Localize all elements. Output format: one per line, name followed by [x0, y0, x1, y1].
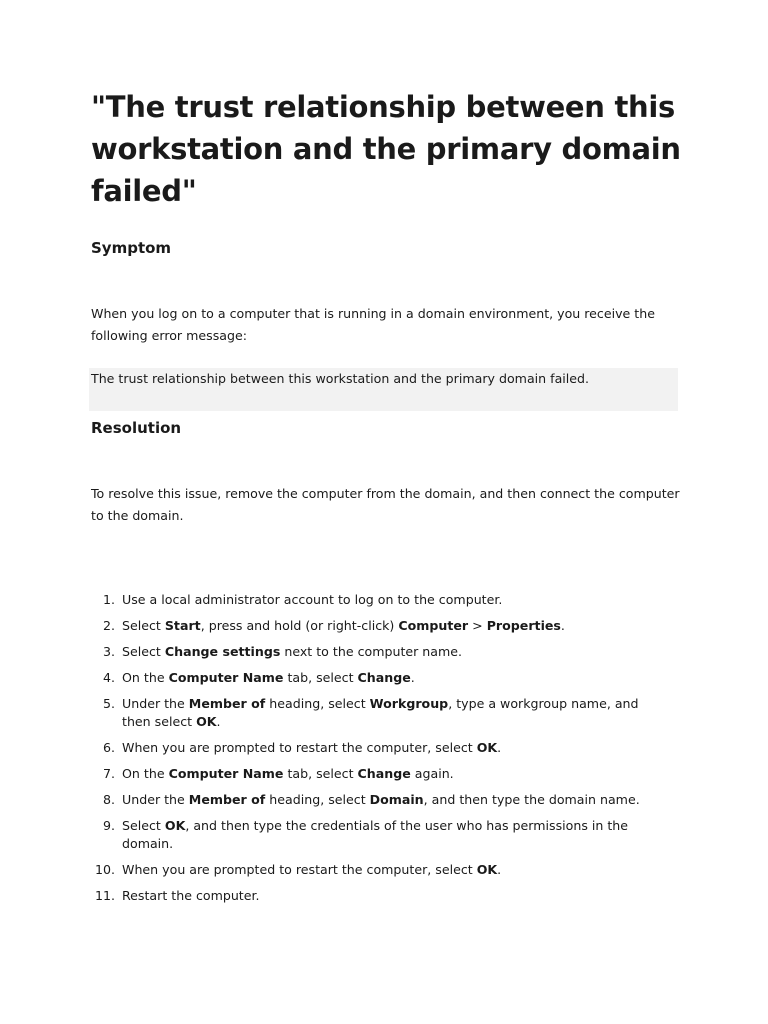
resolution-steps-list [91, 591, 671, 913]
step-text-fragment: Select [122, 618, 165, 633]
step-text [122, 644, 462, 659]
step-text-fragment: tab, select [283, 670, 358, 685]
resolution-heading: Resolution [91, 419, 182, 437]
step-text-fragment: Use a local administrator account to log on to the computer. [122, 592, 503, 607]
symptom-text: When you log on to a computer that is running in a domain environment, you receive the following error message: [91, 306, 655, 343]
step-text-fragment: , and then type the domain name. [423, 792, 640, 807]
step-text [122, 592, 502, 607]
ui-term: OK [196, 714, 217, 729]
step-text-fragment: . [560, 618, 565, 633]
step-text [122, 818, 628, 851]
list-item [91, 791, 671, 809]
step-text-fragment: On the [122, 670, 169, 685]
step-number: 10. [94, 862, 115, 877]
page-title: "The trust relationship between this workstation and the primary domain failed" [91, 90, 681, 208]
step-text-fragment: When you are prompted to restart the computer, select [122, 740, 477, 755]
step-number: 3. [102, 644, 115, 659]
list-item [91, 695, 671, 731]
step-text-fragment: On the [122, 766, 169, 781]
ui-term: Computer Name [168, 766, 284, 781]
step-text-fragment: Select [122, 644, 165, 659]
ui-term: Member of [188, 696, 266, 711]
step-text [122, 740, 501, 755]
ui-term: Change [357, 766, 411, 781]
step-number: 6. [102, 740, 115, 755]
list-item [91, 817, 671, 853]
step-text-fragment: . [410, 670, 415, 685]
step-number: 4. [102, 670, 115, 685]
step-text [122, 888, 260, 903]
ui-term: Computer [398, 618, 469, 633]
ui-term: Change settings [164, 644, 281, 659]
ui-term: Workgroup [369, 696, 449, 711]
list-item [91, 643, 671, 661]
ui-term: OK [164, 818, 186, 833]
step-number: 2. [102, 618, 115, 633]
ui-term: OK [476, 862, 498, 877]
ui-term: Domain [369, 792, 424, 807]
step-text-fragment: heading, select [265, 792, 370, 807]
step-text [122, 766, 454, 781]
ui-term: Computer Name [168, 670, 284, 685]
step-number: 11. [94, 888, 115, 903]
ui-term: Start [164, 618, 201, 633]
step-text-fragment: again. [410, 766, 454, 781]
step-text [122, 696, 639, 729]
step-text-fragment: heading, select [265, 696, 370, 711]
list-item [91, 669, 671, 687]
error-message-text: The trust relationship between this workstation and the primary domain failed. [91, 371, 590, 386]
step-text-fragment: . [497, 862, 502, 877]
ui-term: Change [357, 670, 411, 685]
step-text-fragment: Under the [122, 792, 189, 807]
step-text [122, 670, 415, 685]
step-text-fragment: tab, select [283, 766, 358, 781]
error-message-box [89, 368, 678, 411]
step-text [122, 618, 565, 633]
step-number: 7. [102, 766, 115, 781]
step-number: 1. [102, 592, 115, 607]
step-number: 9. [102, 818, 115, 833]
step-text [122, 792, 640, 807]
step-text-fragment: . [216, 714, 221, 729]
symptom-heading: Symptom [91, 239, 172, 257]
step-text [122, 862, 501, 877]
step-text-fragment: . [497, 740, 502, 755]
step-text-fragment: , type a workgroup name, and then select [122, 696, 639, 729]
list-item [91, 765, 671, 783]
step-number: 5. [102, 696, 115, 711]
step-text-fragment: , press and hold (or right-click) [200, 618, 399, 633]
list-item [91, 887, 671, 905]
step-text-fragment: Restart the computer. [122, 888, 260, 903]
step-text-fragment: When you are prompted to restart the computer, select [122, 862, 477, 877]
list-item [91, 617, 671, 635]
list-item [91, 861, 671, 879]
step-text-fragment: Under the [122, 696, 189, 711]
ui-term: Properties [486, 618, 561, 633]
resolution-text: To resolve this issue, remove the computer from the domain, and then connect the computer to the domain. [91, 486, 680, 523]
list-item [91, 591, 671, 609]
ui-term: OK [476, 740, 498, 755]
step-number: 8. [102, 792, 115, 807]
ui-term: Member of [188, 792, 266, 807]
step-text-fragment: > [468, 618, 487, 633]
step-text-fragment: , and then type the credentials of the user who has permissions in the domain. [122, 818, 629, 851]
list-item [91, 739, 671, 757]
step-text-fragment: Select [122, 818, 165, 833]
step-text-fragment: next to the computer name. [280, 644, 463, 659]
